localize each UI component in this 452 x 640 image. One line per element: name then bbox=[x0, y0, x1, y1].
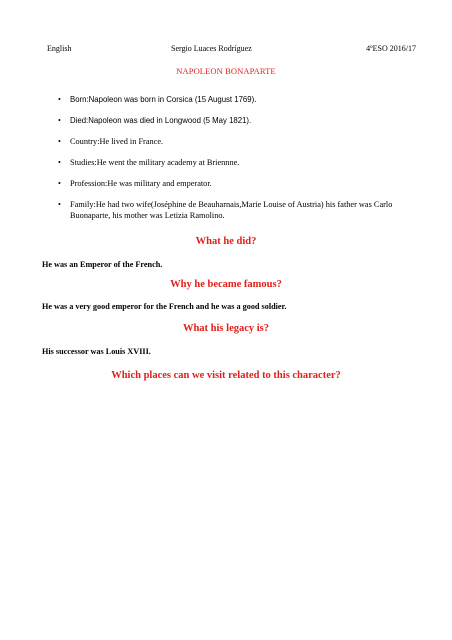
bio-list bbox=[58, 95, 408, 232]
document-title: NAPOLEON BONAPARTE bbox=[176, 66, 276, 76]
list-item-born bbox=[58, 95, 408, 106]
answer-why-famous: He was a very good emperor for the French and he was a good soldier. bbox=[42, 302, 287, 311]
heading-what-he-did: What he did? bbox=[195, 236, 257, 247]
born-label: Born: bbox=[70, 95, 89, 104]
list-item-country bbox=[58, 137, 408, 148]
list-item-died bbox=[58, 116, 408, 127]
bullet-icon: • bbox=[58, 200, 61, 209]
header-subject: English bbox=[47, 44, 72, 53]
list-item-studies bbox=[58, 158, 408, 169]
heading-places: Which places can we visit related to this character? bbox=[111, 370, 341, 381]
heading-legacy: What his legacy is? bbox=[182, 323, 270, 334]
studies-text: Studies:He went the military academy at Briennne. bbox=[70, 158, 240, 167]
country-text: Country:He lived in France. bbox=[70, 137, 164, 146]
born-text: Napoleon was born in Corsica (15 August 1769). bbox=[88, 95, 257, 104]
header-author: Sergio Luaces Rodríguez bbox=[171, 44, 252, 53]
list-item-family bbox=[58, 200, 408, 221]
bullet-icon: • bbox=[58, 179, 61, 188]
page-header bbox=[47, 44, 416, 56]
profession-text: Profession:He was military and emperator. bbox=[70, 179, 212, 188]
bullet-icon: • bbox=[58, 95, 61, 104]
died-label: Died: bbox=[70, 116, 89, 125]
bullet-icon: • bbox=[58, 158, 61, 167]
bullet-icon: • bbox=[58, 116, 61, 125]
bullet-icon: • bbox=[58, 137, 61, 146]
family-text: Family:He had two wife(Joséphine de Beauharnais,Marie Louise of Austria) his father was Carlo Buonaparte, his mother was Letizia Ramolino. bbox=[70, 200, 393, 220]
list-item-profession bbox=[58, 179, 408, 190]
heading-why-famous: Why he became famous? bbox=[170, 279, 282, 290]
died-text: Napoleon was died in Longwood (5 May 1821). bbox=[88, 116, 252, 125]
answer-legacy: His successor was Louis XVIII. bbox=[42, 347, 151, 356]
header-course: 4ºESO 2016/17 bbox=[366, 44, 416, 53]
answer-what-he-did: He was an Emperor of the French. bbox=[42, 260, 163, 269]
